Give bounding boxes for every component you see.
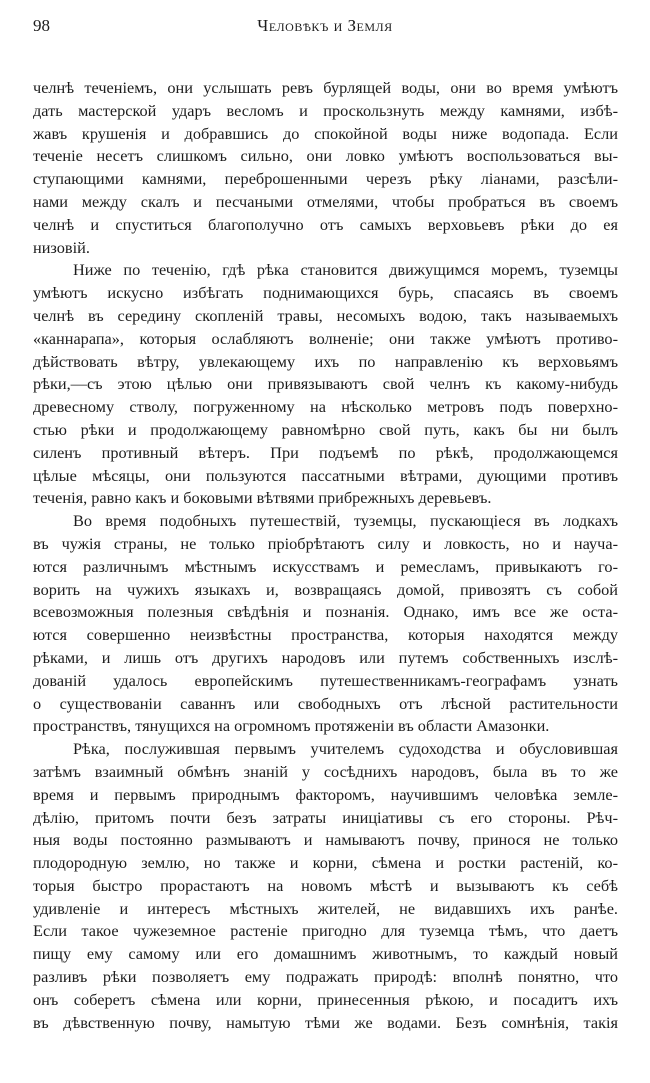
text-line: плодородную землю, но также и корни, сѣмена и ростки растеній, ко-	[33, 853, 618, 873]
text-line: время и первымъ природнымъ факторомъ, научившимъ человѣка земле-	[33, 784, 618, 804]
text-line: ются различнымъ мѣстнымъ искусствамъ и ремесламъ, привыкаютъ го-	[33, 556, 618, 576]
paragraph	[33, 259, 618, 510]
text-line: нами между скалъ и песчаными отмелями, чтобы пробраться въ своемъ	[33, 191, 618, 211]
page-number: 98	[33, 16, 50, 35]
text-line: силенъ противный вѣтеръ. При подъемѣ по рѣкѣ, продолжающемся	[33, 442, 618, 462]
text-line: рѣками, и лишь отъ другихъ народовъ или путемъ собственныхъ изслѣ-	[33, 647, 618, 667]
text-line: удивленіе и интересъ мѣстныхъ жителей, не видавшихъ ихъ ранѣе.	[33, 898, 618, 918]
text-line: умѣютъ искусно избѣгать поднимающихся бурь, спасаясь въ своемъ	[33, 283, 618, 303]
text-line: рѣки,—съ этою цѣлью они привязываютъ свой челнъ къ какому-нибудь	[33, 374, 618, 394]
text-line: дованій удалось европейскимъ путешественникамъ-географамъ узнать	[33, 670, 618, 690]
text-line: дѣлію, притомъ почти безъ затраты иниціативы съ его стороны. Рѣч-	[33, 807, 618, 827]
text-line: всевозможныя полезныя свѣдѣнія и познанія. Однако, имъ все же оста-	[33, 602, 618, 622]
text-line: цѣлые мѣсяцы, они пользуются пассатными вѣтрами, дующими противъ	[33, 465, 618, 485]
text-line: въ дѣвственную почву, намытую тѣми же водами. Безъ сомнѣнія, такія	[33, 1012, 618, 1032]
text-line: разливъ рѣки позволяетъ ему подражать природѣ: вполнѣ понятно, что	[33, 967, 618, 987]
text-line: ворить на чужихъ языкахъ и, возвращаясь домой, привозятъ съ собой	[33, 579, 618, 599]
text-line: дѣйствовать вѣтру, увлекающему ихъ по направленію къ верховьямъ	[33, 351, 618, 371]
body-text	[33, 77, 618, 1034]
text-line: Рѣка, послужившая первымъ учителемъ судоходства и обусловившая	[73, 739, 618, 759]
text-line: Ниже по теченію, гдѣ рѣка становится движущимся моремъ, туземцы	[73, 260, 618, 280]
text-line: ныя воды постоянно размываютъ и намываютъ почву, принося не только	[33, 830, 618, 850]
text-line: низовій.	[33, 237, 90, 257]
text-line: челнѣ теченіемъ, они услышать ревъ бурлящей воды, они во время умѣютъ	[33, 78, 618, 97]
text-line: ступающими камнями, переброшенными черезъ рѣку ліанами, разсѣли-	[33, 169, 618, 189]
text-line: теченія, равно какъ и боковыми вѣтвями прибрежныхъ деревьевъ.	[33, 488, 492, 508]
text-line: дать мастерской ударъ весломъ и проскользнуть между камнями, избѣ-	[33, 100, 618, 120]
text-line: теченіе несетъ слишкомъ сильно, они ловко умѣютъ воспользоваться вы-	[33, 146, 618, 166]
text-line: челнѣ и спуститься благополучно отъ самыхъ верховьевъ рѣки до ея	[33, 214, 618, 234]
paragraph	[33, 510, 618, 738]
text-line: Если такое чужеземное растеніе пригодно для туземца тѣмъ, что даетъ	[33, 921, 618, 941]
text-line: пространствъ, тянущихся на огромномъ протяженіи въ области Амазонки.	[33, 716, 550, 736]
paragraph	[33, 77, 618, 259]
text-line: челнѣ въ середину скопленій травы, несомыхъ водою, такъ называемыхъ	[33, 305, 618, 325]
text-line: въ чужія страны, не только пріобрѣтаютъ силу и ловкость, но и науча-	[33, 533, 618, 553]
paragraph	[33, 738, 618, 1034]
text-line: стью рѣки и продолжающему равномѣрно свой путь, какъ бы ни былъ	[33, 419, 618, 439]
text-line: жавъ крушенія и добравшись до спокойной воды ниже водопада. Если	[33, 123, 618, 143]
text-line: «каннарапа», которыя ослабляютъ волненіе; они также умѣютъ противо-	[33, 328, 618, 348]
text-line: о существованіи саваннъ или свободныхъ отъ лѣсной растительности	[33, 693, 618, 713]
text-line: торыя быстро прорастаютъ на новомъ мѣстѣ и вызываютъ къ себѣ	[33, 875, 618, 895]
running-title: Человѣкъ и Земля	[257, 16, 393, 35]
text-line: пищу ему самому или его домашнимъ животнымъ, то каждый новый	[33, 944, 618, 964]
text-line: древесному стволу, погруженному на нѣсколько метровъ подъ поверхно-	[33, 397, 618, 417]
text-line: онъ соберетъ сѣмена или корни, принесенныя рѣкою, и посадитъ ихъ	[33, 989, 618, 1009]
text-line: ются совершенно неизвѣстны пространства, которыя находятся между	[33, 625, 618, 645]
text-line: затѣмъ взаимный обмѣнъ знаній у сосѣднихъ народовъ, была въ то же	[33, 761, 618, 781]
text-line: Во время подобныхъ путешествій, туземцы, пускающіеся въ лодкахъ	[73, 511, 618, 531]
